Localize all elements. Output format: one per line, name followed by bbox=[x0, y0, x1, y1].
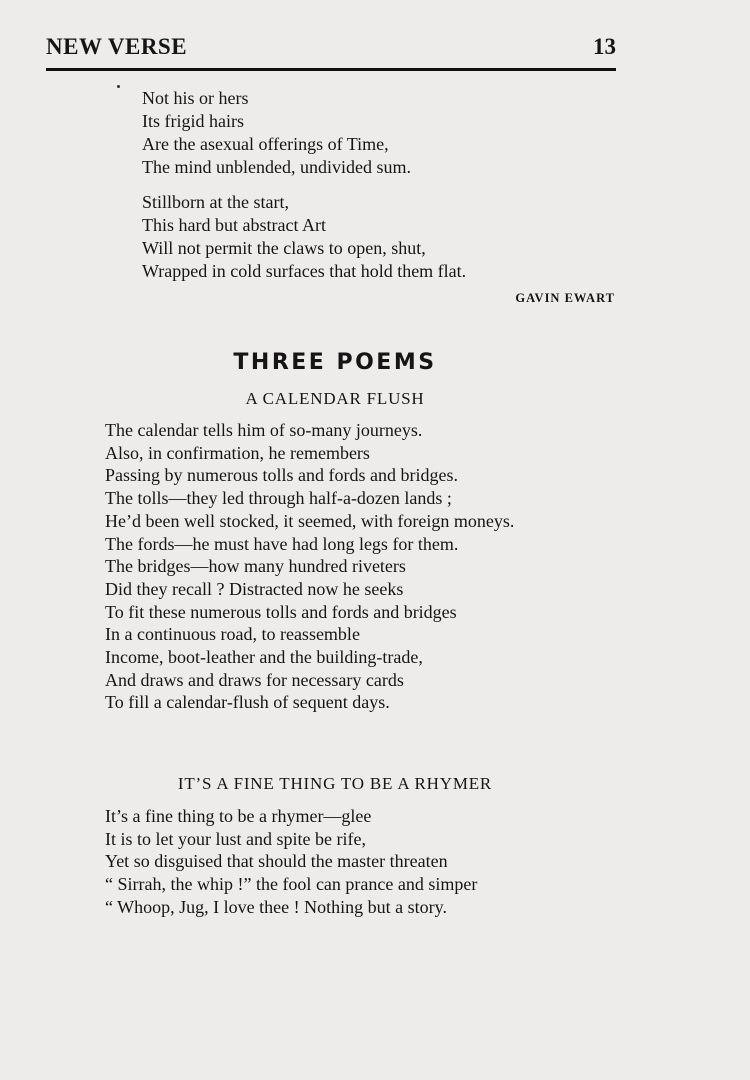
running-header bbox=[46, 34, 616, 71]
poem-stanza-1 bbox=[142, 87, 411, 179]
section-heading: THREE POEMS bbox=[233, 350, 437, 375]
verse-line: Also, in confirmation, he remembers bbox=[105, 442, 370, 463]
poem-calendar-flush bbox=[105, 419, 514, 714]
print-speck bbox=[117, 85, 120, 88]
verse-line: Its frigid hairs bbox=[142, 111, 244, 131]
page-number: 13 bbox=[593, 34, 616, 59]
verse-line: Are the asexual offerings of Time, bbox=[142, 134, 389, 154]
verse-line: The tolls—they led through half-a-dozen lands ; bbox=[105, 488, 452, 509]
verse-line: Passing by numerous tolls and fords and bridges. bbox=[105, 465, 458, 486]
verse-line: Wrapped in cold surfaces that hold them flat. bbox=[142, 261, 467, 281]
author-name: GAVIN EWART bbox=[515, 291, 615, 305]
verse-line: He’d been well stocked, it seemed, with foreign moneys. bbox=[105, 510, 515, 531]
verse-line: To fill a calendar-flush of sequent days. bbox=[105, 692, 390, 713]
verse-line: This hard but abstract Art bbox=[142, 215, 326, 235]
poem-stanza-2 bbox=[142, 191, 466, 283]
poem-title-rhymer: IT’S A FINE THING TO BE A RHYMER bbox=[177, 774, 493, 793]
verse-line: Income, boot-leather and the building-trade, bbox=[105, 647, 423, 668]
verse-line: Yet so disguised that should the master threaten bbox=[105, 851, 448, 872]
verse-line: Stillborn at the start, bbox=[142, 192, 289, 212]
verse-line: And draws and draws for necessary cards bbox=[105, 669, 404, 690]
verse-line: It is to let your lust and spite be rife, bbox=[105, 828, 366, 849]
verse-line: “ Sirrah, the whip !” the fool can prance and simper bbox=[105, 874, 478, 895]
verse-line: In a continuous road, to reassemble bbox=[105, 624, 360, 645]
journal-title: NEW VERSE bbox=[46, 34, 188, 59]
verse-line: The mind unblended, undivided sum. bbox=[142, 157, 411, 177]
poem-rhymer bbox=[105, 805, 477, 919]
verse-line: Did they recall ? Distracted now he seeks bbox=[105, 578, 404, 599]
verse-line: Will not permit the claws to open, shut, bbox=[142, 238, 426, 258]
verse-line: The fords—he must have had long legs for them. bbox=[105, 533, 459, 554]
poem-title-calendar: A CALENDAR FLUSH bbox=[245, 389, 425, 408]
verse-line: The bridges—how many hundred riveters bbox=[105, 556, 406, 577]
verse-line: To fit these numerous tolls and fords and bridges bbox=[105, 601, 457, 622]
verse-line: Not his or hers bbox=[142, 88, 249, 108]
verse-line: “ Whoop, Jug, I love thee ! Nothing but a story. bbox=[105, 896, 447, 917]
verse-line: The calendar tells him of so-many journeys. bbox=[105, 420, 423, 440]
verse-line: It’s a fine thing to be a rhymer—glee bbox=[105, 806, 372, 826]
